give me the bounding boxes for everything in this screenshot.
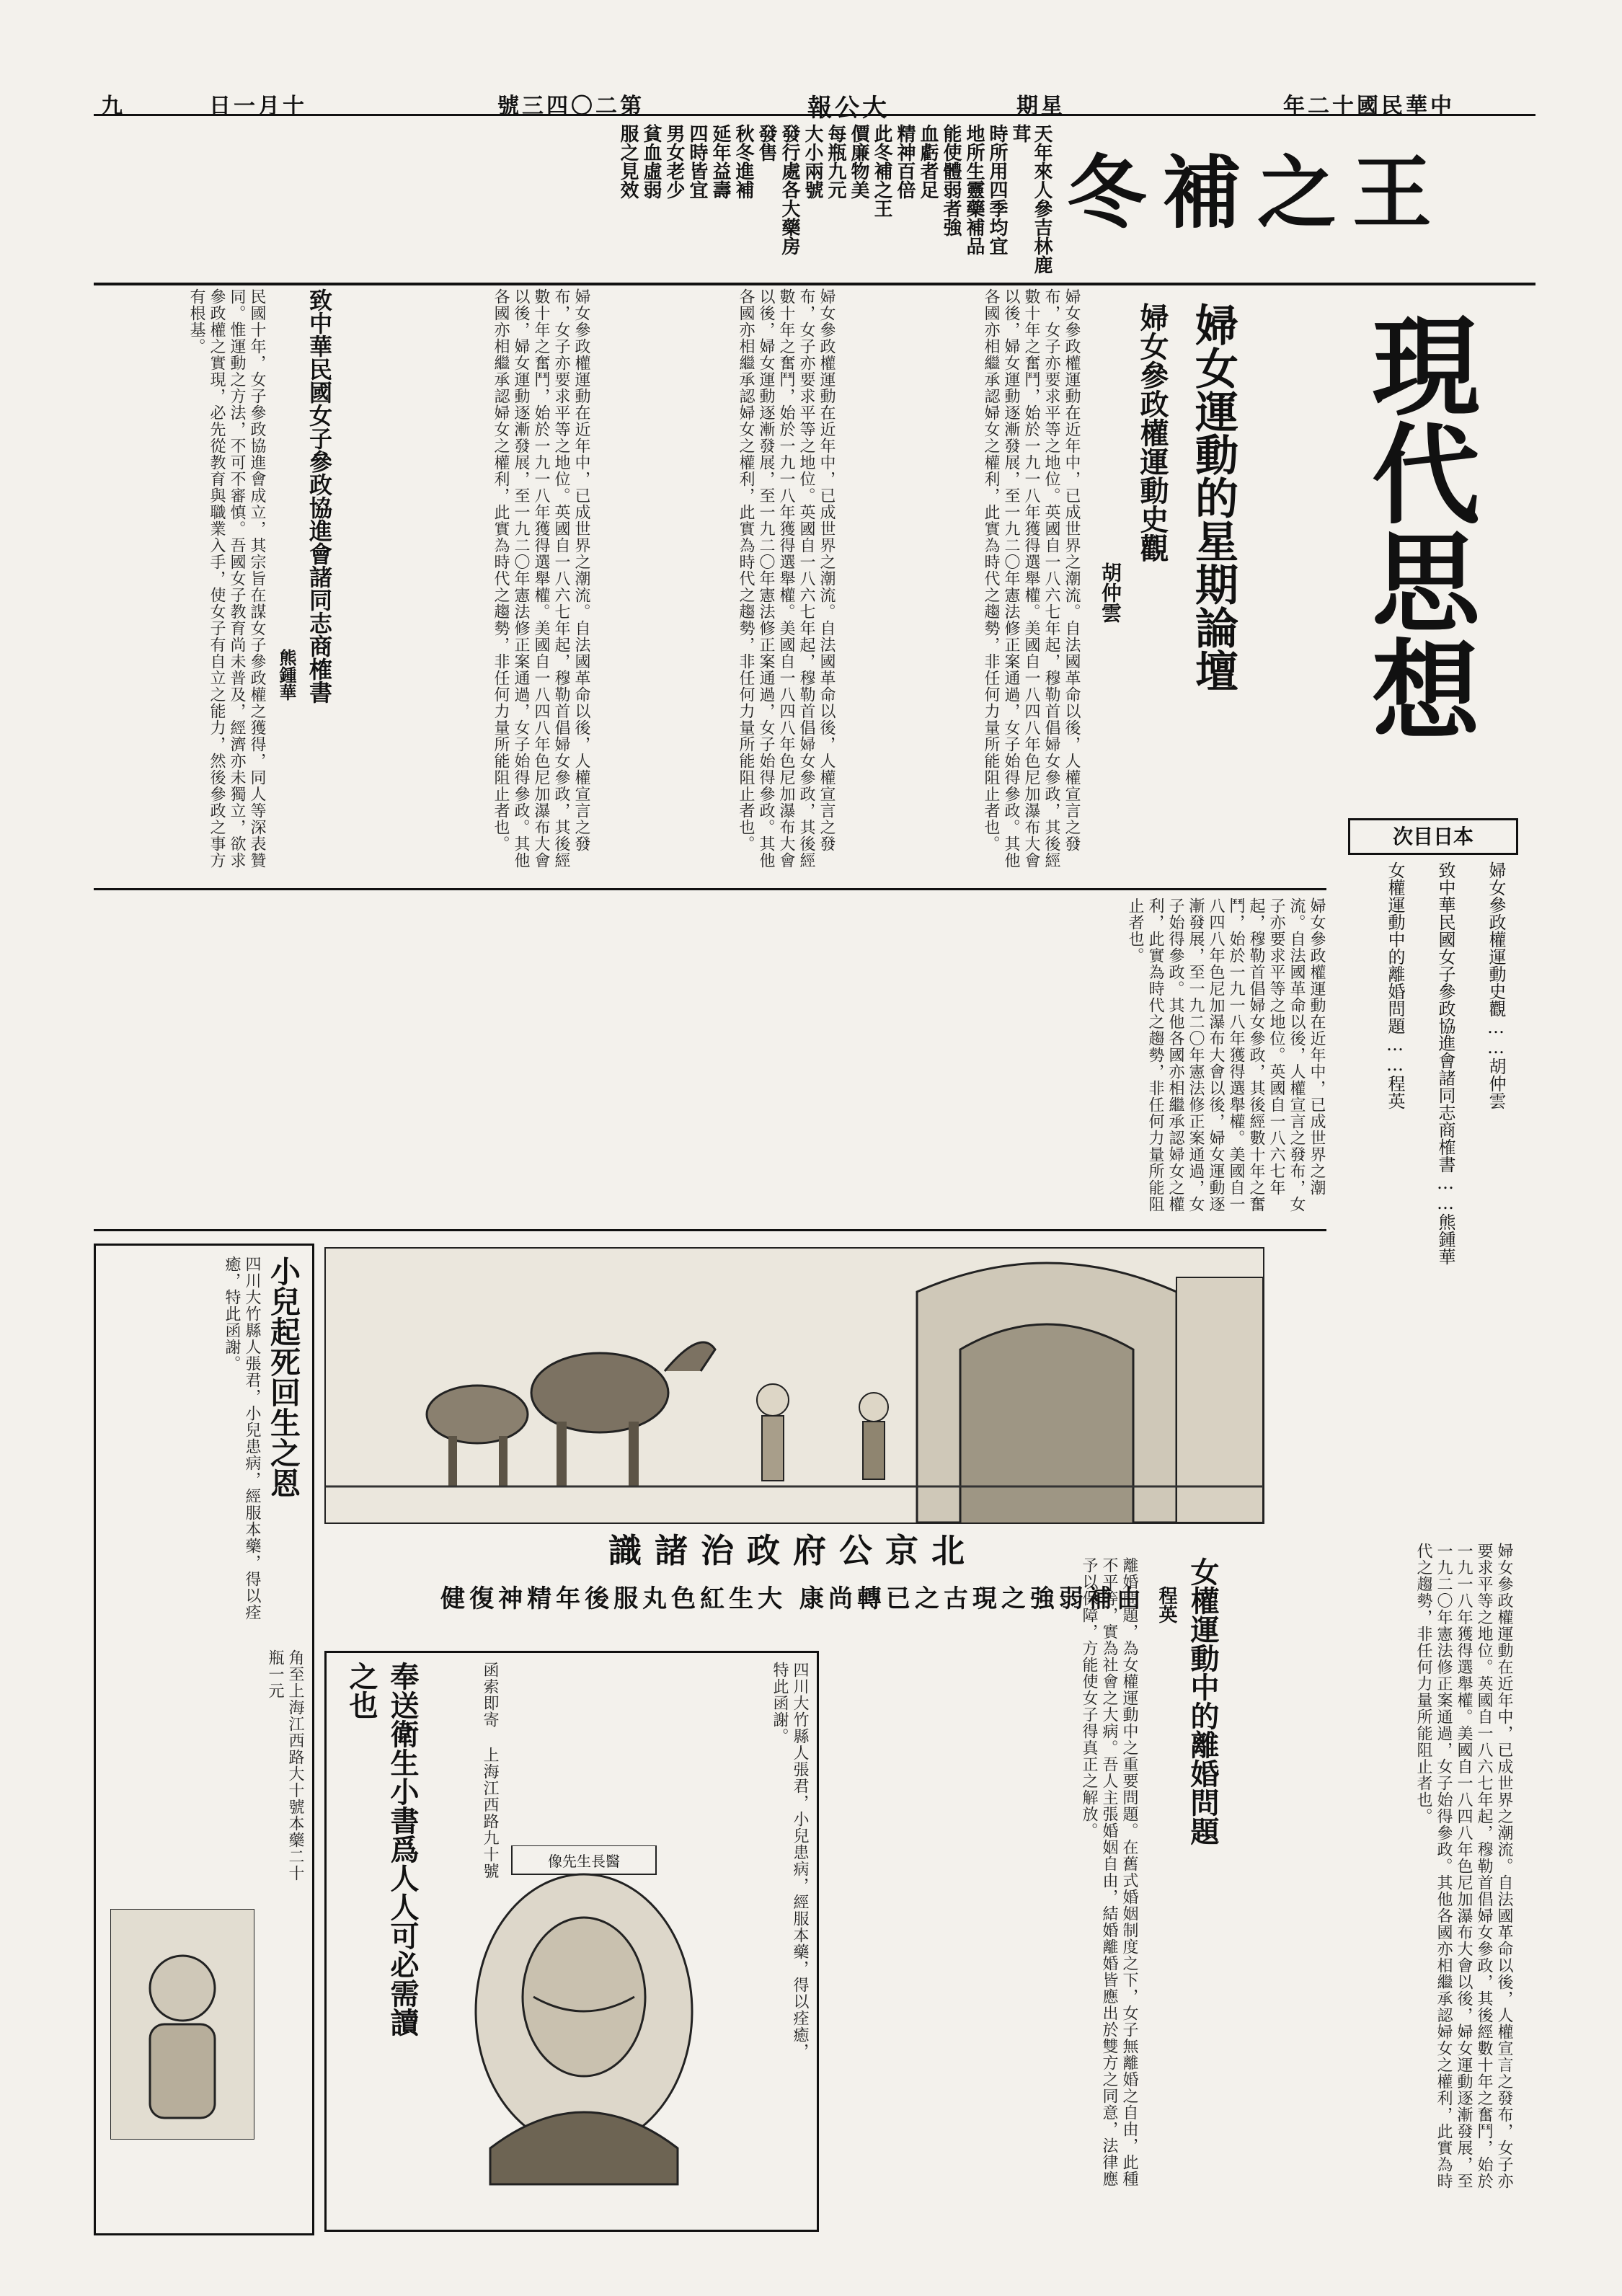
ad-promo-heading: 奉送衛生小書爲人人可必需讀之也 bbox=[345, 1662, 420, 2036]
issue-box: 次目日本 bbox=[1348, 818, 1518, 855]
ad-box-child bbox=[94, 1244, 314, 2235]
ad-promo-body: 四川大竹縣人張君，小兒患病，經服本藥，得以痊癒，特此函謝。 bbox=[771, 1662, 809, 2060]
article1-body-cont: 婦女參政權運動在近年中，已成世界之潮流。自法國革命以後，人權宣言之發布，女子亦要求平等之地位。英國自一八六七年起，穆勒首倡婦女參政，其後經數十年之奮鬥，始於一九一八年獲得選舉權。美國自一八四八年色尼加瀑布大會以後，婦女運動逐漸發展，至一九二〇年憲法修正案通過，女子始得參政。其他各國亦相繼承認婦女之權利，此實為時代之趨勢，非任何力量所能阻止者也。 bbox=[737, 288, 836, 869]
portrait-icon bbox=[447, 1845, 721, 2206]
ad-banner-line: 貧血虛弱 bbox=[640, 124, 662, 199]
ad-banner-line: 血虧者足 bbox=[917, 124, 939, 199]
masthead-date-right: 日一月十 bbox=[209, 94, 307, 119]
masthead-paper: 報公大 bbox=[807, 94, 890, 123]
illustration-scene bbox=[324, 1247, 1264, 1524]
article1-heading: 婦女運動的星期論壇 bbox=[1188, 303, 1238, 692]
article1-body: 婦女參政權運動在近年中，已成世界之潮流。自法國革命以後，人權宣言之發布，女子亦要求平等之地位。英國自一八六七年起，穆勒首倡婦女參政，其後經數十年之奮鬥，始於一九一八年獲得選舉權。美國自一八四八年色尼加瀑布大會以後，婦女運動逐漸發展，至一九二〇年憲法修正案通過，女子始得參政。其他各國亦相繼承認婦女之權利，此實為時代之趨勢，非任何力量所能阻止者也。 bbox=[982, 288, 1081, 869]
ad-divider bbox=[94, 283, 1535, 285]
toc-item: 女權運動中的離婚問題……程英 bbox=[1385, 861, 1405, 1109]
masthead-issue: 號三四〇二第 bbox=[497, 94, 644, 119]
doctor-portrait bbox=[447, 1845, 721, 2206]
ad-banner-line: 價廉物美 bbox=[848, 124, 869, 199]
ad-banner-line: 能使體弱者強 bbox=[940, 124, 962, 236]
ad-banner-line: 服之見效 bbox=[617, 124, 639, 199]
ad-banner-line: 地所生靈藥補品 bbox=[963, 124, 985, 255]
ad-child-extra: 角至上海江西路大十號本藥二十瓶一元 bbox=[266, 1649, 304, 1881]
ad-banner-line: 秋冬進補 bbox=[732, 124, 754, 199]
ad-banner-title: 冬補之王 bbox=[1067, 146, 1448, 239]
masthead-date: 年二十國民華中 bbox=[1283, 94, 1455, 119]
ad-banner-lines bbox=[130, 124, 1052, 275]
article1-subheading: 婦女參政權運動史觀 bbox=[1135, 303, 1169, 562]
article3-author: 程英 bbox=[1156, 1586, 1177, 1623]
toc-item: 婦女參政權運動史觀……胡仲雲 bbox=[1486, 861, 1506, 1109]
ad-banner-line: 男女老少 bbox=[663, 124, 685, 199]
ad-banner-line: 精神百倍 bbox=[894, 124, 916, 199]
ad-banner-line: 四時皆宜 bbox=[686, 124, 708, 199]
ad-banner-line: 天年來人參吉林鹿茸 bbox=[1009, 124, 1052, 274]
portrait-caption: 像先生長醫 bbox=[548, 1853, 620, 1870]
article1-continued: 婦女參政權運動在近年中，已成世界之潮流。自法國革命以後，人權宣言之發布，女子亦要求平等之地位。英國自一八六七年起，穆勒首倡婦女參政，其後經數十年之奮鬥，始於一九一八年獲得選舉權。美國自一八四八年色尼加瀑布大會以後，婦女運動逐漸發展，至一九二〇年憲法修正案通過，女子始得參政。其他各國亦相繼承認婦女之權利，此實為時代之趨勢，非任何力量所能阻止者也。 bbox=[1126, 897, 1326, 1213]
ad-banner-line: 時所用四季均宜 bbox=[986, 124, 1008, 255]
illustration-subcaption: 健復神精年後服丸色紅生大 康尚轉已之古現之強弱補由 bbox=[440, 1584, 1145, 1613]
article1-author: 胡仲雲 bbox=[1099, 562, 1122, 623]
article2-heading: 致中華民國女子參政協進會諸同志商榷書 bbox=[306, 288, 333, 704]
ad-banner-line: 大小兩號 bbox=[802, 124, 823, 199]
toc-item: 致中華民國女子參政協進會諸同志商榷書……熊鍾華 bbox=[1435, 861, 1455, 1265]
article3-heading: 女權運動中的離婚問題 bbox=[1186, 1557, 1220, 1845]
article2-author: 熊鍾華 bbox=[276, 649, 297, 701]
ad-child-heading: 小兒起死回生之恩 bbox=[266, 1256, 301, 1498]
ad-banner-line: 發售 bbox=[755, 124, 777, 161]
ad-banner-line: 延年益壽 bbox=[709, 124, 731, 199]
article1-tail: 婦女參政權運動在近年中，已成世界之潮流。自法國革命以後，人權宣言之發布，女子亦要求平等之地位。英國自一八六七年起，穆勒首倡婦女參政，其後經數十年之奮鬥，始於一九一八年獲得選舉權。美國自一八四八年色尼加瀑布大會以後，婦女運動逐漸發展，至一九二〇年憲法修正案通過，女子始得參政。其他各國亦相繼承認婦女之權利，此實為時代之趨勢，非任何力量所能阻止者也。 bbox=[1414, 1543, 1513, 2189]
ad-banner-line: 發行處各大藥房 bbox=[779, 124, 800, 255]
ad-promo-contact: 函索即寄 上海江西路九十號 bbox=[481, 1662, 499, 1879]
article1-body-cont2: 婦女參政權運動在近年中，已成世界之潮流。自法國革命以後，人權宣言之發布，女子亦要求平等之地位。英國自一八六七年起，穆勒首倡婦女參政，其後經數十年之奮鬥，始於一九一八年獲得選舉權。美國自一八四八年色尼加瀑布大會以後，婦女運動逐漸發展，至一九二〇年憲法修正案通過，女子始得參政。其他各國亦相繼承認婦女之權利，此實為時代之趨勢，非任何力量所能阻止者也。 bbox=[492, 288, 590, 869]
illustration-caption: 識諸治政府公京北 bbox=[608, 1531, 978, 1570]
article2-body: 民國十年，女子參政協進會成立，其宗旨在謀女子參政權之獲得，同人等深表贊同。惟運動之方法，不可不審慎。吾國女子教育尚未普及，經濟亦未獨立，欲求參政權之實現，必先從教育與職業入手，使女子有自立之能力，然後參政之事方有根基。 bbox=[187, 288, 266, 869]
masthead bbox=[94, 85, 1535, 123]
ad-banner-line: 每瓶九元 bbox=[825, 124, 846, 199]
ad-banner-line: 此冬補之王 bbox=[871, 124, 892, 218]
lower-divider bbox=[94, 1229, 1326, 1231]
masthead-week: 期星 bbox=[1016, 94, 1065, 119]
ad-child-body: 四川大竹縣人張君，小兒患病，經服本藥，得以痊癒，特此函謝。 bbox=[223, 1256, 261, 1621]
mid-divider bbox=[94, 888, 1326, 890]
masthead-page: 九 bbox=[101, 94, 125, 119]
table-of-contents bbox=[1341, 861, 1514, 1424]
child-portrait-icon bbox=[110, 1909, 254, 2140]
article3-body: 離婚問題，為女權運動中之重要問題。在舊式婚姻制度之下，女子無離婚之自由，此種不平等，實為社會之大病。吾人主張婚姻自由，結婚離婚皆應出於雙方之同意，法律應予以保障，方能使女子得真正之解放。 bbox=[1080, 1557, 1138, 2187]
street-scene-illustration bbox=[326, 1249, 1263, 1522]
section-title: 現代思想 bbox=[1353, 310, 1480, 743]
